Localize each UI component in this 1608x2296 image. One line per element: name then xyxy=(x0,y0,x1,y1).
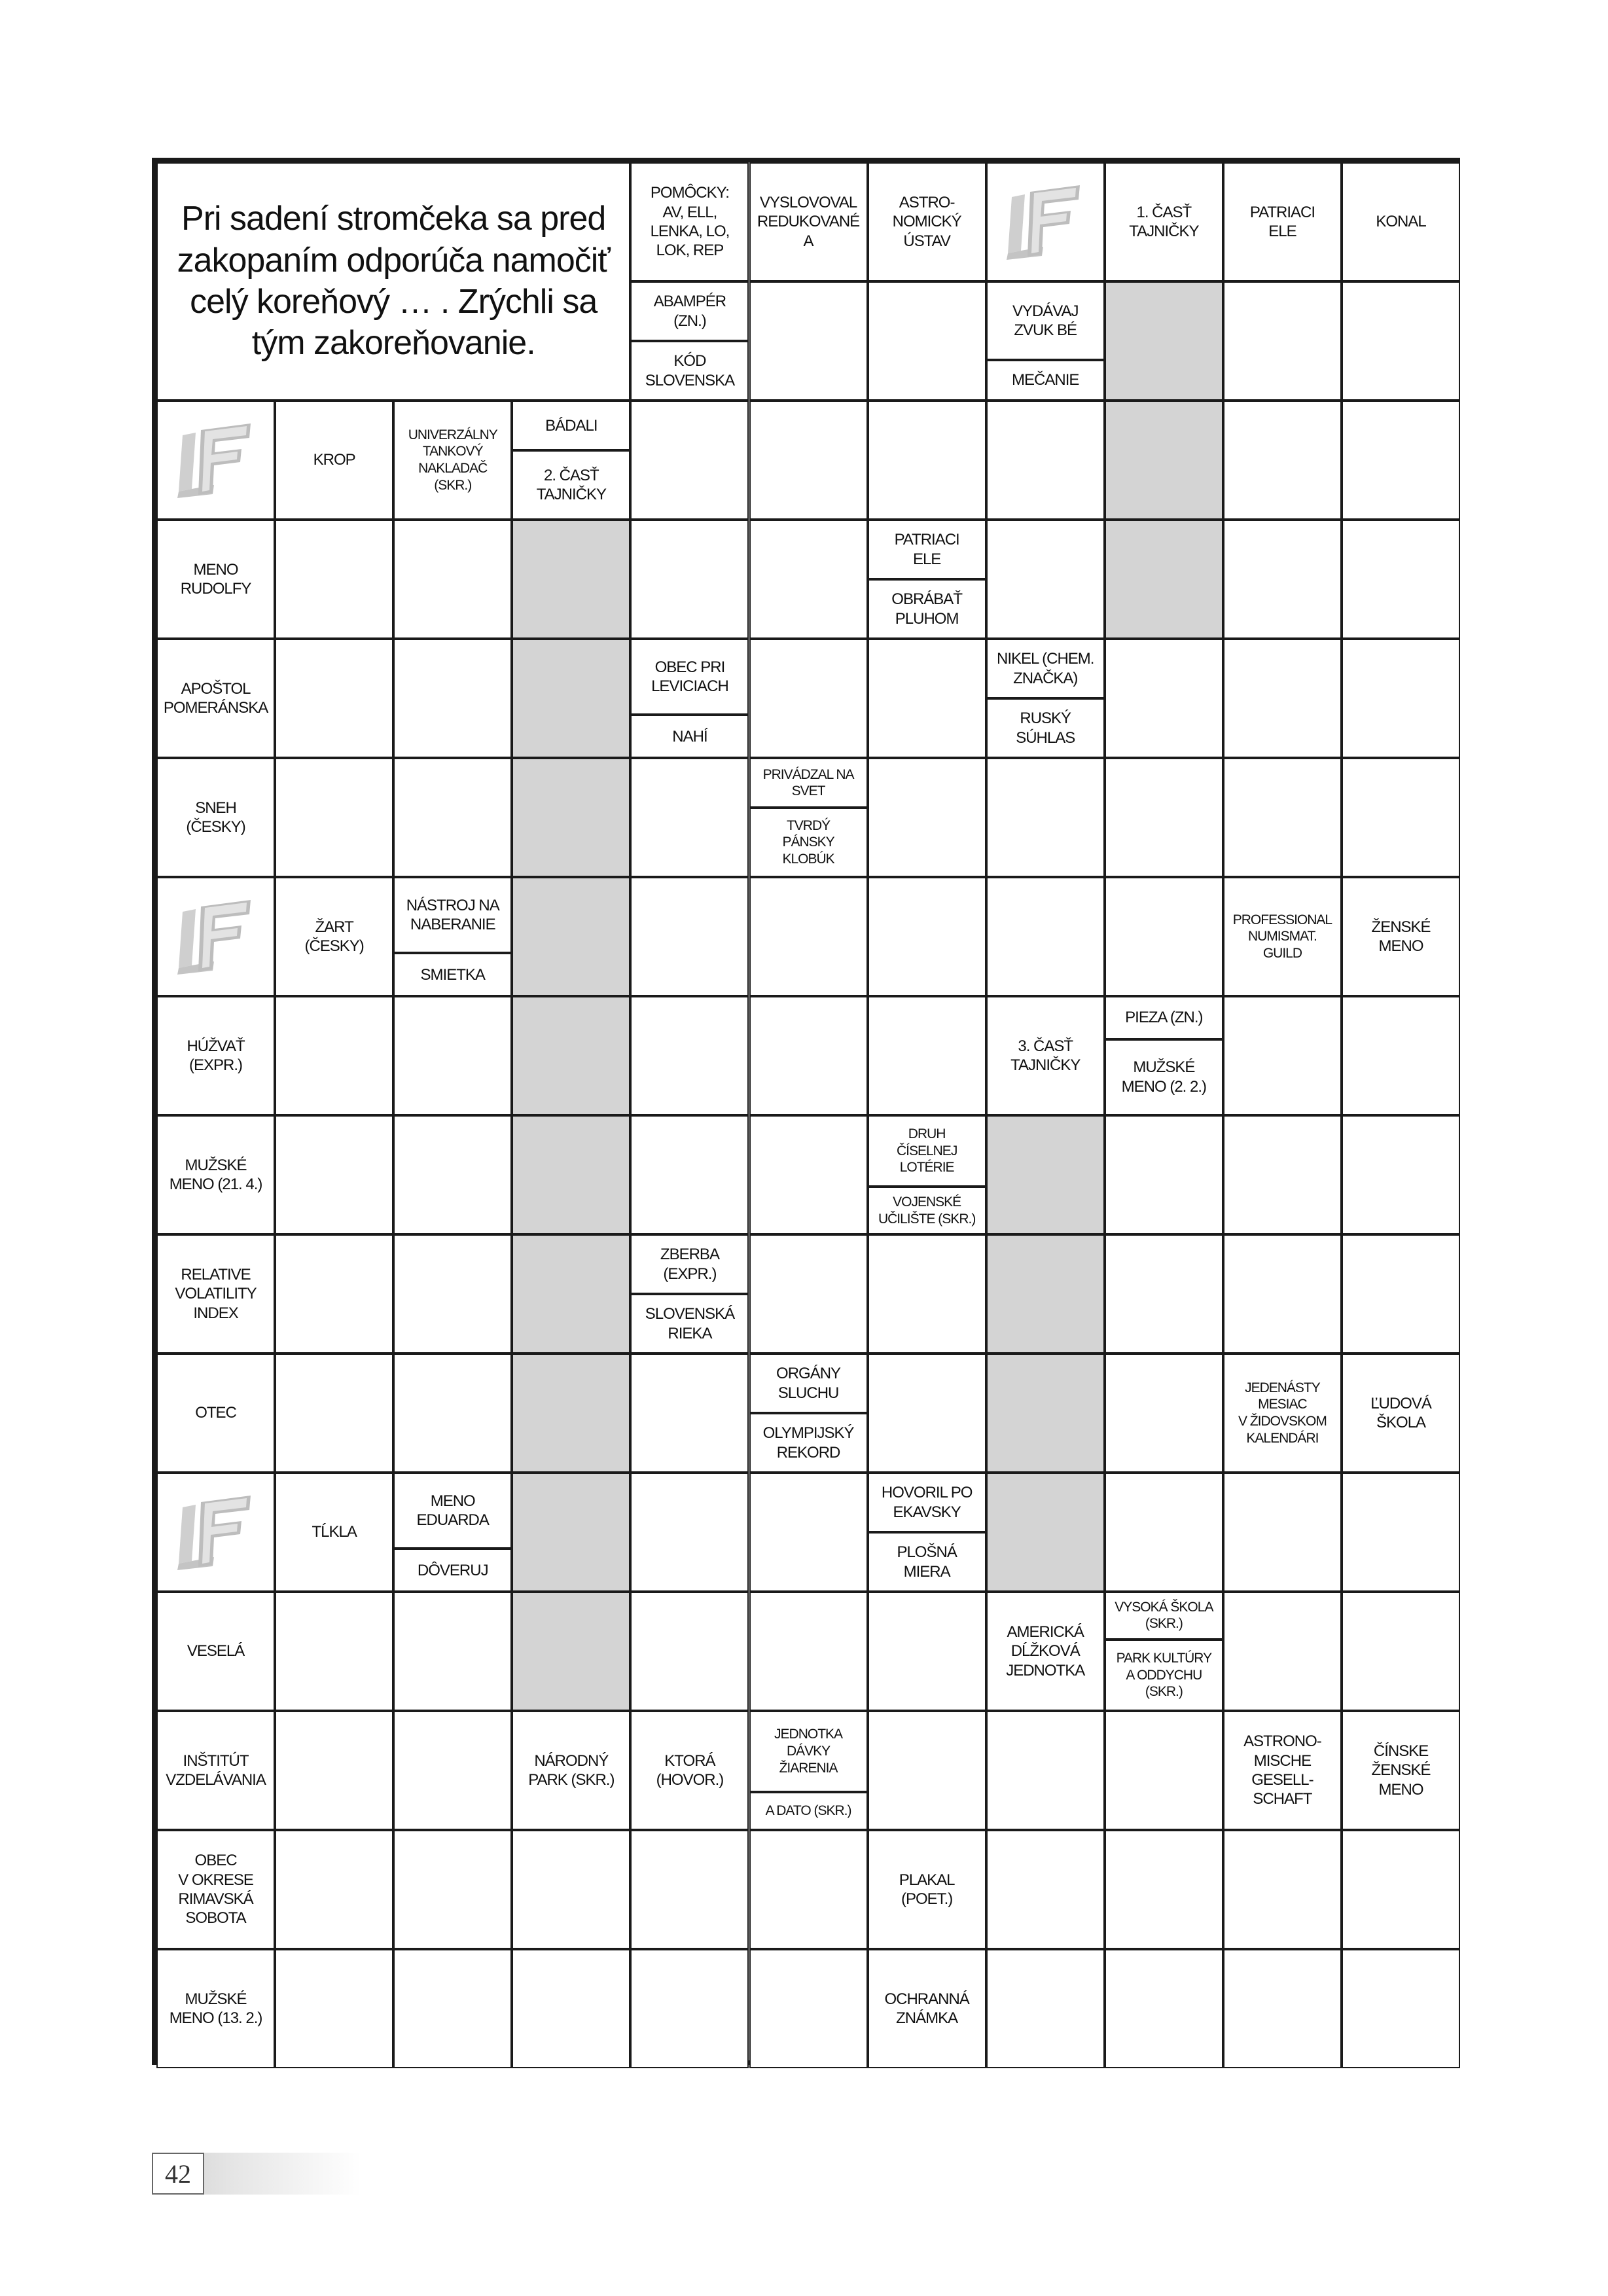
answer-cell[interactable] xyxy=(868,1592,986,1711)
answer-cell[interactable] xyxy=(630,877,749,996)
lf-logo-graphic xyxy=(173,897,259,976)
answer-cell[interactable] xyxy=(1223,1592,1342,1711)
answer-cell[interactable] xyxy=(986,758,1105,877)
answer-cell[interactable] xyxy=(749,1473,868,1592)
answer-cell[interactable] xyxy=(1342,401,1460,520)
answer-cell[interactable] xyxy=(393,1234,512,1354)
answer-cell[interactable] xyxy=(1105,758,1223,877)
clue-cast2: 2. ČASŤ TAJNIČKY xyxy=(512,450,630,520)
crossword-grid xyxy=(152,158,1460,2065)
clue-rusky-suhlas: RUSKÝ SÚHLAS xyxy=(986,698,1105,758)
answer-cell[interactable] xyxy=(512,1949,630,2068)
answer-cell[interactable] xyxy=(275,1592,393,1711)
clue-jedenasty: JEDENÁSTY MESIAC V ŽIDOVSKOM KALENDÁRI xyxy=(1223,1354,1342,1473)
answer-cell[interactable] xyxy=(630,1592,749,1711)
clue-astronomische: ASTRONO- MISCHE GESELL- SCHAFT xyxy=(1223,1711,1342,1830)
answer-cell[interactable] xyxy=(868,1354,986,1473)
shaded-answer-cell[interactable] xyxy=(512,1234,630,1354)
answer-cell[interactable] xyxy=(630,996,749,1115)
answer-cell[interactable] xyxy=(1342,520,1460,639)
clue-cast1: 1. ČASŤ TAJNIČKY xyxy=(1105,162,1223,281)
answer-cell[interactable] xyxy=(275,520,393,639)
answer-cell[interactable] xyxy=(986,1949,1105,2068)
shaded-answer-cell[interactable] xyxy=(512,877,630,996)
page-number-bar xyxy=(152,2153,361,2195)
answer-cell[interactable] xyxy=(1105,1473,1223,1592)
clue-zart: ŽART (ČESKY) xyxy=(275,877,393,996)
answer-cell[interactable] xyxy=(393,758,512,877)
answer-cell[interactable] xyxy=(1105,1354,1223,1473)
clue-nastroj: NÁSTROJ NA NABERANIE xyxy=(393,877,512,953)
clue-zenske-meno: ŽENSKÉ MENO xyxy=(1342,877,1460,996)
answer-cell[interactable] xyxy=(1342,1234,1460,1354)
answer-cell[interactable] xyxy=(868,1711,986,1830)
answer-cell[interactable] xyxy=(868,996,986,1115)
answer-cell[interactable] xyxy=(1105,877,1223,996)
clue-tvrdy: TVRDÝ PÁNSKY KLOBÚK xyxy=(749,808,868,877)
answer-cell[interactable] xyxy=(749,520,868,639)
answer-cell[interactable] xyxy=(630,1830,749,1949)
answer-cell[interactable] xyxy=(275,1830,393,1949)
shaded-answer-cell[interactable] xyxy=(986,1354,1105,1473)
clue-pieza: PIEZA (ZN.) xyxy=(1105,996,1223,1039)
shaded-answer-cell[interactable] xyxy=(512,758,630,877)
clue-apostol: APOŠTOL POMERÁNSKA xyxy=(156,639,275,758)
clue-konal: KONAL xyxy=(1342,162,1460,281)
answer-cell[interactable] xyxy=(1223,281,1342,401)
clue-organy: ORGÁNY SLUCHU xyxy=(749,1354,868,1413)
answer-cell[interactable] xyxy=(1342,996,1460,1115)
clue-olympijsky: OLYMPIJSKÝ REKORD xyxy=(749,1413,868,1473)
answer-cell[interactable] xyxy=(868,401,986,520)
lf-logo-icon xyxy=(156,877,275,996)
clue-rvi: RELATIVE VOLATILITY INDEX xyxy=(156,1234,275,1354)
page-number: 42 xyxy=(152,2153,204,2195)
shaded-answer-cell[interactable] xyxy=(512,1115,630,1234)
clue-muzske-meno-22: MUŽSKÉ MENO (2. 2.) xyxy=(1105,1039,1223,1115)
clue-patriaci-ele: PATRIACI ELE xyxy=(868,520,986,579)
answer-cell[interactable] xyxy=(868,1234,986,1354)
clue-obec-pri-leviciach: OBEC PRI LEVICIACH xyxy=(630,639,749,715)
answer-cell[interactable] xyxy=(1105,1830,1223,1949)
answer-cell[interactable] xyxy=(1342,1949,1460,2068)
clue-hovoril: HOVORIL PO EKAVSKY xyxy=(868,1473,986,1532)
answer-cell[interactable] xyxy=(1223,520,1342,639)
answer-cell[interactable] xyxy=(868,639,986,758)
answer-cell[interactable] xyxy=(986,520,1105,639)
clue-muzske-meno-132: MUŽSKÉ MENO (13. 2.) xyxy=(156,1949,275,2068)
lf-logo-icon xyxy=(156,401,275,520)
answer-cell[interactable] xyxy=(1223,1830,1342,1949)
answer-cell[interactable] xyxy=(1223,1115,1342,1234)
answer-cell[interactable] xyxy=(1223,639,1342,758)
clue-vojenske: VOJENSKÉ UČILIŠTE (SKR.) xyxy=(868,1187,986,1234)
answer-cell[interactable] xyxy=(1105,639,1223,758)
shaded-answer-cell[interactable] xyxy=(1105,520,1223,639)
shaded-answer-cell[interactable] xyxy=(512,1473,630,1592)
answer-cell[interactable] xyxy=(1342,1830,1460,1949)
clue-jednotka-davky: JEDNOTKA DÁVKY ŽIARENIA xyxy=(749,1711,868,1792)
answer-cell[interactable] xyxy=(275,1354,393,1473)
answer-cell[interactable] xyxy=(1342,1592,1460,1711)
answer-cell[interactable] xyxy=(275,1949,393,2068)
answer-cell[interactable] xyxy=(393,996,512,1115)
shaded-answer-cell[interactable] xyxy=(512,1354,630,1473)
clue-krop: KROP xyxy=(275,401,393,520)
shaded-answer-cell[interactable] xyxy=(986,1234,1105,1354)
clue-sneh: SNEH (ČESKY) xyxy=(156,758,275,877)
clue-vydavaj: VYDÁVAJ ZVUK BÉ xyxy=(986,281,1105,360)
answer-cell[interactable] xyxy=(393,1592,512,1711)
answer-cell[interactable] xyxy=(630,758,749,877)
clue-nahi: NAHÍ xyxy=(630,715,749,758)
shaded-answer-cell[interactable] xyxy=(986,1115,1105,1234)
answer-cell[interactable] xyxy=(1105,1949,1223,2068)
clue-meno-eduarda: MENO EDUARDA xyxy=(393,1473,512,1549)
answer-cell[interactable] xyxy=(1342,1115,1460,1234)
clue-institut: INŠTITÚT VZDELÁVANIA xyxy=(156,1711,275,1830)
answer-cell[interactable] xyxy=(1223,758,1342,877)
answer-cell[interactable] xyxy=(749,401,868,520)
clue-abamper: ABAMPÉR (ZN.) xyxy=(630,281,749,341)
answer-cell[interactable] xyxy=(393,639,512,758)
puzzle-title: Pri sadení stromčeka sa pred zakopaním odporúča namočiť celý koreňový … . Zrýchli sa tým zakoreňovanie. xyxy=(156,162,630,401)
answer-cell[interactable] xyxy=(1105,1711,1223,1830)
answer-cell[interactable] xyxy=(749,639,868,758)
clue-obec-rimavska: OBEC V OKRESE RIMAVSKÁ SOBOTA xyxy=(156,1830,275,1949)
clue-doveruj: DÔVERUJ xyxy=(393,1549,512,1592)
clue-park-kultury: PARK KULTÚRY A ODDYCHU (SKR.) xyxy=(1105,1640,1223,1711)
answer-cell[interactable] xyxy=(630,520,749,639)
clue-plakal: PLAKAL (POET.) xyxy=(868,1830,986,1949)
answer-cell[interactable] xyxy=(986,401,1105,520)
clue-otec: OTEC xyxy=(156,1354,275,1473)
answer-cell[interactable] xyxy=(393,520,512,639)
clue-plosna: PLOŠNÁ MIERA xyxy=(868,1532,986,1592)
answer-cell[interactable] xyxy=(275,1115,393,1234)
clue-huzvat: HÚŽVAŤ (EXPR.) xyxy=(156,996,275,1115)
answer-cell[interactable] xyxy=(749,877,868,996)
answer-cell[interactable] xyxy=(749,1949,868,2068)
clue-ktora: KTORÁ (HOVOR.) xyxy=(630,1711,749,1830)
answer-cell[interactable] xyxy=(1223,996,1342,1115)
shaded-answer-cell[interactable] xyxy=(512,639,630,758)
shaded-answer-cell[interactable] xyxy=(1105,401,1223,520)
clue-pomocky: POMÔCKY: AV, ELL, LENKA, LO, LOK, REP xyxy=(630,162,749,281)
clue-ochranna: OCHRANNÁ ZNÁMKA xyxy=(868,1949,986,2068)
answer-cell[interactable] xyxy=(986,877,1105,996)
answer-cell[interactable] xyxy=(986,1830,1105,1949)
clue-zberba: ZBERBA (EXPR.) xyxy=(630,1234,749,1294)
clue-cast3: 3. ČASŤ TAJNIČKY xyxy=(986,996,1105,1115)
clue-narodny-park: NÁRODNÝ PARK (SKR.) xyxy=(512,1711,630,1830)
lf-logo-graphic xyxy=(1003,183,1088,261)
answer-cell[interactable] xyxy=(512,1830,630,1949)
clue-a-dato: A DATO (SKR.) xyxy=(749,1792,868,1830)
answer-cell[interactable] xyxy=(275,758,393,877)
clue-privadzal: PRIVÁDZAL NA SVET xyxy=(749,758,868,808)
clue-patriaci-ele-top: PATRIACI ELE xyxy=(1223,162,1342,281)
answer-cell[interactable] xyxy=(868,758,986,877)
answer-cell[interactable] xyxy=(749,1830,868,1949)
clue-univerzalny: UNIVERZÁLNY TANKOVÝ NAKLADAČ (SKR.) xyxy=(393,401,512,520)
shaded-answer-cell[interactable] xyxy=(512,1592,630,1711)
answer-cell[interactable] xyxy=(749,1234,868,1354)
answer-cell[interactable] xyxy=(868,281,986,401)
clue-vesela: VESELÁ xyxy=(156,1592,275,1711)
answer-cell[interactable] xyxy=(393,1711,512,1830)
answer-cell[interactable] xyxy=(1342,639,1460,758)
shaded-answer-cell[interactable] xyxy=(512,996,630,1115)
clue-smietka: SMIETKA xyxy=(393,953,512,996)
answer-cell[interactable] xyxy=(275,639,393,758)
answer-cell[interactable] xyxy=(749,1115,868,1234)
clue-muzske-meno-214: MUŽSKÉ MENO (21. 4.) xyxy=(156,1115,275,1234)
answer-cell[interactable] xyxy=(749,281,868,401)
answer-cell[interactable] xyxy=(393,1354,512,1473)
clue-druh-loterie: DRUH ČÍSELNEJ LOTÉRIE xyxy=(868,1115,986,1187)
clue-mecanie: MEČANIE xyxy=(986,360,1105,401)
answer-cell[interactable] xyxy=(630,1473,749,1592)
clue-badali: BÁDALI xyxy=(512,401,630,450)
answer-cell[interactable] xyxy=(1223,401,1342,520)
answer-cell[interactable] xyxy=(630,1115,749,1234)
shaded-answer-cell[interactable] xyxy=(512,520,630,639)
answer-cell[interactable] xyxy=(1223,1949,1342,2068)
clue-astro-ustav: ASTRO- NOMICKÝ ÚSTAV xyxy=(868,162,986,281)
clue-vysoka-skola: VYSOKÁ ŠKOLA (SKR.) xyxy=(1105,1592,1223,1640)
answer-cell[interactable] xyxy=(630,401,749,520)
answer-cell[interactable] xyxy=(1105,1234,1223,1354)
clue-kod-slovenska: KÓD SLOVENSKA xyxy=(630,341,749,401)
lf-logo-graphic xyxy=(173,1493,259,1571)
clue-slovenska-rieka: SLOVENSKÁ RIEKA xyxy=(630,1294,749,1354)
answer-cell[interactable] xyxy=(1223,1234,1342,1354)
lf-logo-graphic xyxy=(173,421,259,499)
answer-cell[interactable] xyxy=(1342,758,1460,877)
clue-tlkla: TĹKLA xyxy=(275,1473,393,1592)
answer-cell[interactable] xyxy=(393,1830,512,1949)
answer-cell[interactable] xyxy=(275,1234,393,1354)
answer-cell[interactable] xyxy=(275,996,393,1115)
answer-cell[interactable] xyxy=(1342,281,1460,401)
answer-cell[interactable] xyxy=(393,1949,512,2068)
lf-logo-icon xyxy=(156,1473,275,1592)
clue-png: PROFESSIONAL NUMISMAT. GUILD xyxy=(1223,877,1342,996)
answer-cell[interactable] xyxy=(1105,1115,1223,1234)
lf-logo-icon xyxy=(986,162,1105,281)
clue-vyslovoval: VYSLOVOVAL REDUKOVANÉ A xyxy=(749,162,868,281)
answer-cell[interactable] xyxy=(986,1711,1105,1830)
clue-cinske: ČÍNSKE ŽENSKÉ MENO xyxy=(1342,1711,1460,1830)
answer-cell[interactable] xyxy=(1223,1473,1342,1592)
clue-nikel: NIKEL (CHEM. ZNAČKA) xyxy=(986,639,1105,698)
clue-meno-rudolfy: MENO RUDOLFY xyxy=(156,520,275,639)
answer-cell[interactable] xyxy=(1342,1473,1460,1592)
answer-cell[interactable] xyxy=(393,1115,512,1234)
answer-cell[interactable] xyxy=(275,1711,393,1830)
clue-americka: AMERICKÁ DĹŽKOVÁ JEDNOTKA xyxy=(986,1592,1105,1711)
shaded-answer-cell[interactable] xyxy=(1105,281,1223,401)
answer-cell[interactable] xyxy=(868,877,986,996)
answer-cell[interactable] xyxy=(630,1354,749,1473)
clue-obrabat: OBRÁBAŤ PLUHOM xyxy=(868,579,986,639)
answer-cell[interactable] xyxy=(749,1592,868,1711)
answer-cell[interactable] xyxy=(630,1949,749,2068)
shaded-answer-cell[interactable] xyxy=(986,1473,1105,1592)
clue-ludova-skola: ĽUDOVÁ ŠKOLA xyxy=(1342,1354,1460,1473)
answer-cell[interactable] xyxy=(749,996,868,1115)
